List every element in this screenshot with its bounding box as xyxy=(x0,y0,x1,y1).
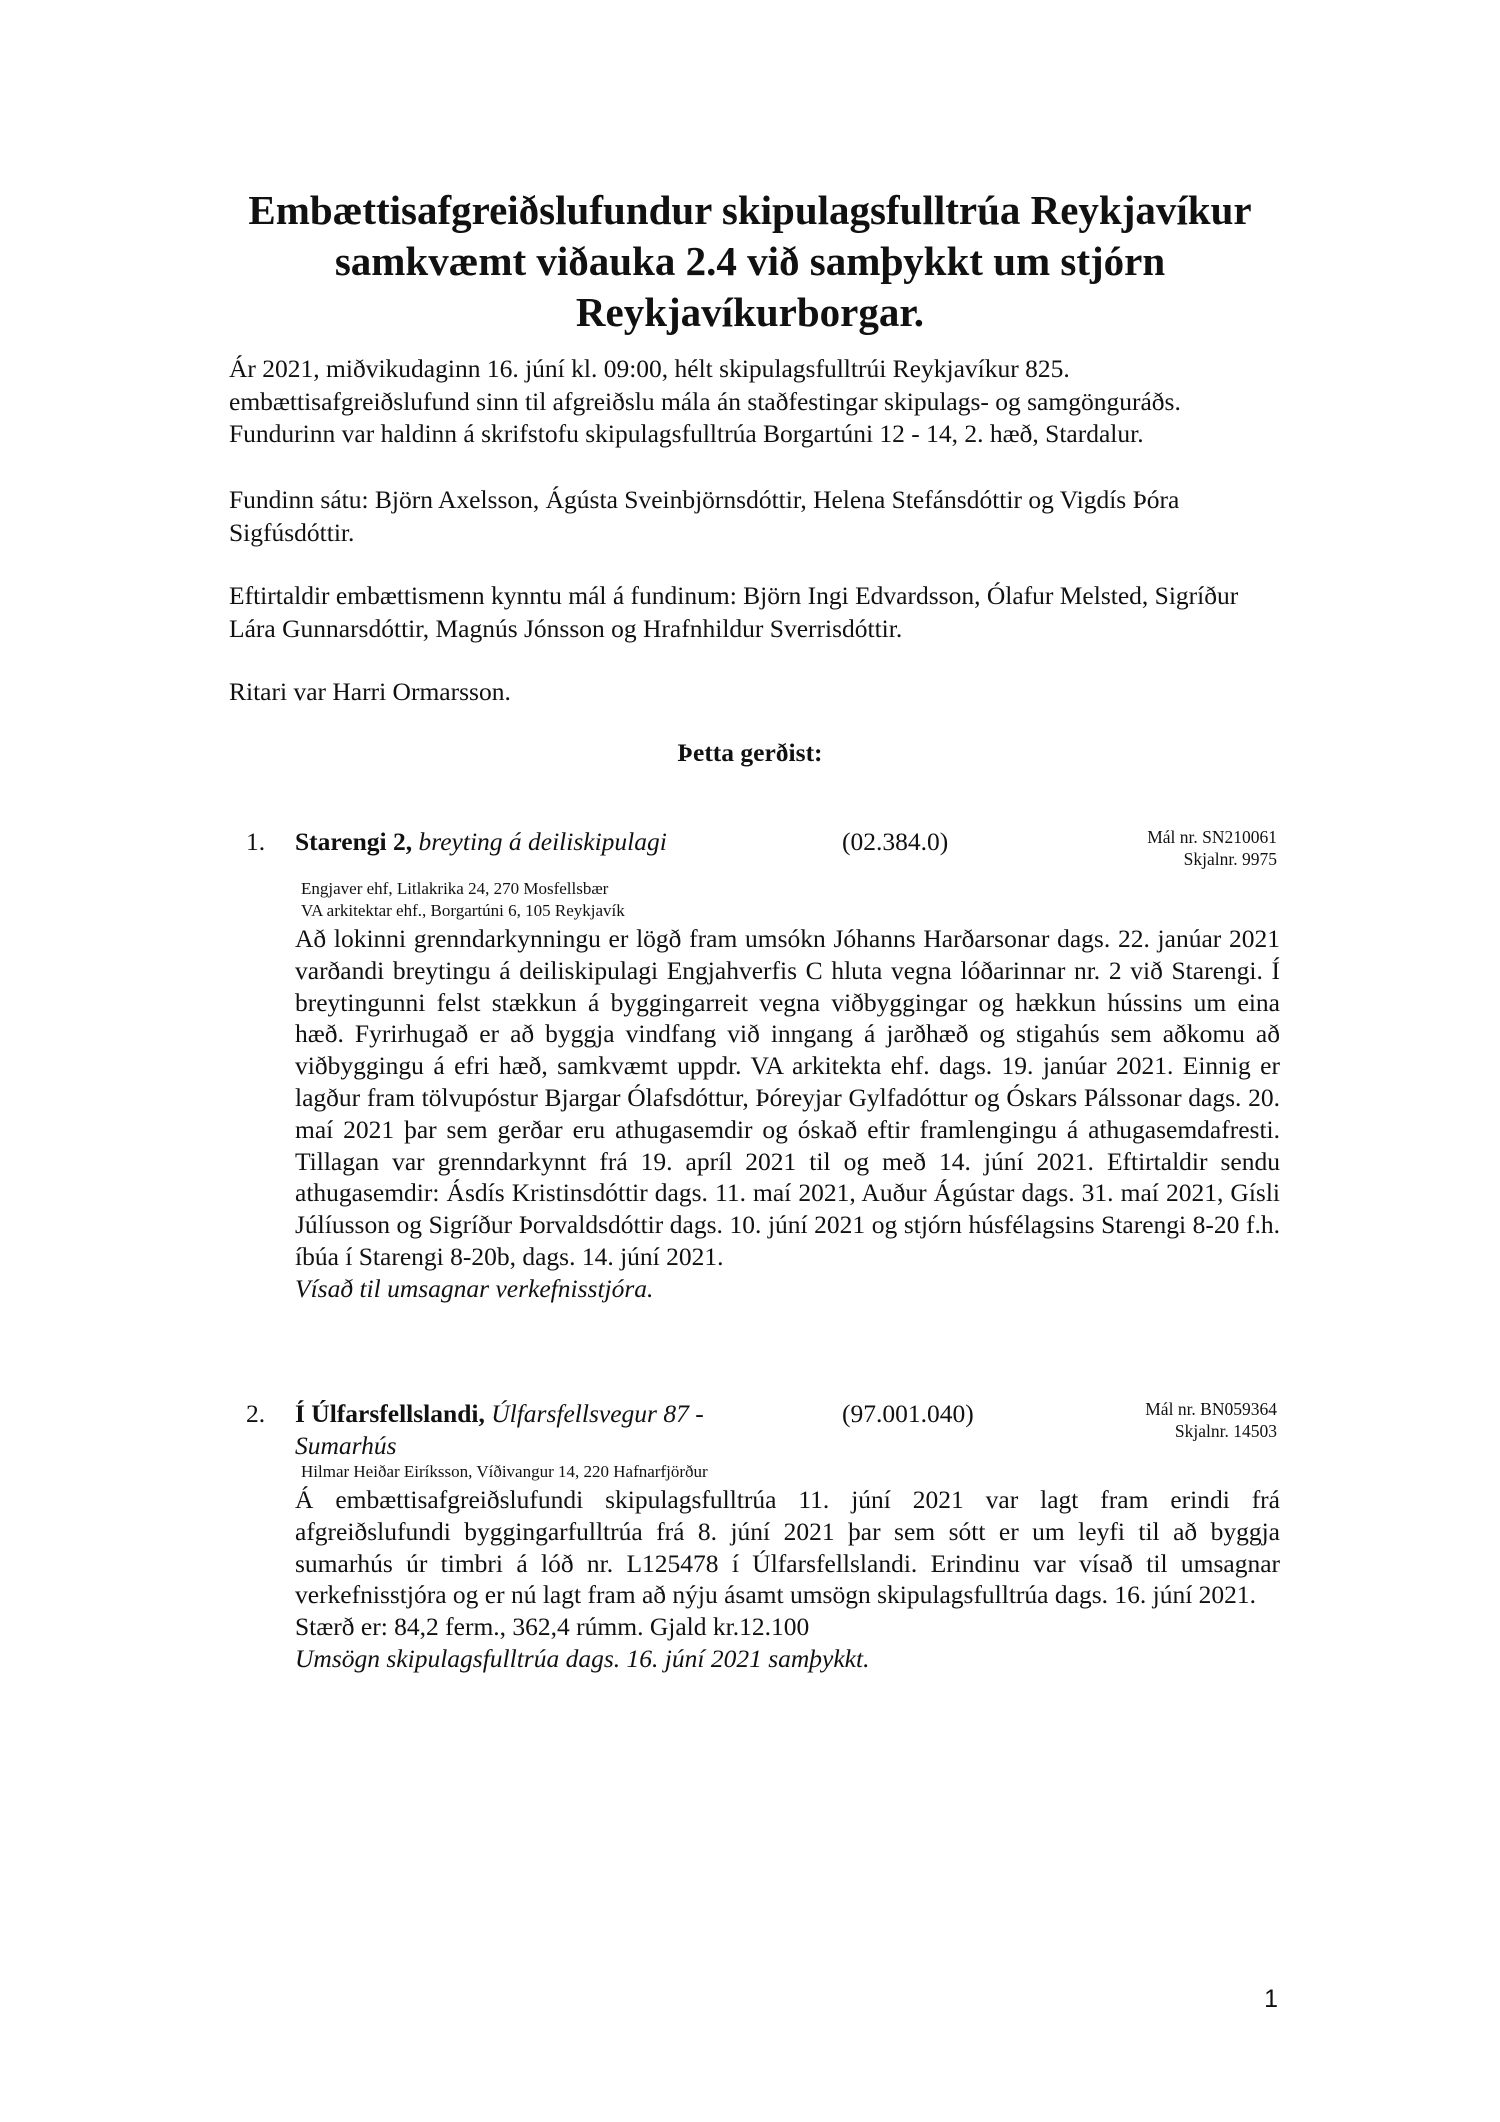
case-size-fee: Stærð er: 84,2 ferm., 362,4 rúmm. Gjald kr.12.100 xyxy=(295,1612,810,1642)
intro-secretary: Ritari var Harri Ormarsson. xyxy=(229,677,511,706)
document-title: Embættisafgreiðslufundur skipulagsfulltrúa Reykjavíkur samkvæmt viðauka 2.4 við samþykkt um stjórn Reykjavíkurborgar. xyxy=(248,187,1252,335)
case-result: Umsögn skipulagsfulltrúa dags. 16. júní 2021 samþykkt. xyxy=(295,1643,870,1673)
case-subtitle: Úlfarsfellsvegur 87 - Sumarhús xyxy=(295,1399,704,1460)
case-body xyxy=(295,923,1280,1305)
case-mal-nr: Mál nr. BN059364 xyxy=(1145,1399,1277,1419)
section-heading: Þetta gerðist: xyxy=(677,738,823,767)
intro-attendees: Fundinn sátu: Björn Axelsson, Ágústa Sveinbjörnsdóttir, Helena Stefánsdóttir og Vigdís Þóra Sigfúsdóttir. xyxy=(229,485,1180,547)
case-name: Starengi 2, xyxy=(295,827,413,856)
case-applicants xyxy=(301,1461,708,1483)
case-skjal-nr: Skjalnr. 9975 xyxy=(1183,849,1277,869)
case-skjal-nr: Skjalnr. 14503 xyxy=(1174,1421,1277,1441)
case-number: 2. xyxy=(246,1399,266,1428)
case-title xyxy=(295,1398,775,1462)
applicant: Engjaver ehf, Litlakrika 24, 270 Mosfellsbær xyxy=(301,879,609,898)
case-result: Vísað til umsagnar verkefnisstjóra. xyxy=(295,1273,654,1303)
case-description: Að lokinni grenndarkynningu er lögð fram umsókn Jóhanns Harðarsonar dags. 22. janúar 2021 varðandi breytingu á deiliskipulagi Engjahverfis C hluta vegna lóðarinnar nr. 2 við Starengi. Í breytingunni felst stækkun á byggingarreit vegna viðbyggingar og hækkun hússins um eina hæð. Fyrirhugað er að byggja vindfang við inngang á jarðhæð og stigahús sem aðkomu að viðbyggingu á efri hæð, samkvæmt uppdr. VA arkitekta ehf. dags. 19. janúar 2021. Einnig er lagður fram tölvupóstur Bjargar Ólafsdóttur, Þóreyjar Gylfadóttur og Óskars Pálssonar dags. 20. maí 2021 þar sem gerðar eru athugasemdir og óskað eftir framlengingu á athugasemdafresti. Tillagan var grenndarkynnt frá 19. apríl 2021 til og með 14. júní 2021. Eftirtaldir sendu athugasemdir: Ásdís Kristinsdóttir dags. 11. maí 2021, Auður Ágústar dags. 31. maí 2021, Gísli Júlíusson og Sigríður Þorvaldsdóttir dags. 10. júní 2021 og stjórn húsfélagsins Starengi 8-20 f.h. íbúa í Starengi 8-20b, dags. 14. júní 2021. xyxy=(295,924,1280,1271)
case-meta xyxy=(1147,826,1277,870)
case-description: Á embættisafgreiðslufundi skipulagsfulltrúa 11. júní 2021 var lagt fram erindi frá afgreiðslufundi byggingarfulltrúa frá 8. júní 2021 þar sem sótt er um leyfi til að byggja sumarhús úr timbri á lóð nr. L125478 í Úlfarsfellslandi. Erindinu var vísað til umsagnar verkefnisstjóra og er nú lagt fram að nýju ásamt umsögn skipulagsfulltrúa dags. 16. júní 2021. xyxy=(295,1485,1280,1610)
case-applicants xyxy=(301,878,625,922)
case-mal-nr: Mál nr. SN210061 xyxy=(1147,827,1277,847)
case-number: 1. xyxy=(246,827,266,856)
case-subtitle: breyting á deiliskipulagi xyxy=(418,827,667,856)
applicant: VA arkitektar ehf., Borgartúni 6, 105 Reykjavík xyxy=(301,901,625,920)
applicant: Hilmar Heiðar Eiríksson, Víðivangur 14, 220 Hafnarfjörður xyxy=(301,1462,708,1481)
case-land-number: (02.384.0) xyxy=(842,827,949,856)
case-body xyxy=(295,1484,1280,1675)
case-name: Í Úlfarsfellslandi, xyxy=(295,1399,485,1428)
intro-meeting-info: Ár 2021, miðvikudaginn 16. júní kl. 09:00, hélt skipulagsfulltrúi Reykjavíkur 825. embættisafgreiðslufund sinn til afgreiðslu mála án staðfestingar skipulags- og samgönguráðs. Fundurinn var haldinn á skrifstofu skipulagsfulltrúa Borgartúni 12 - 14, 2. hæð, Stardalur. xyxy=(229,354,1181,448)
intro-officials: Eftirtaldir embættismenn kynntu mál á fundinum: Björn Ingi Edvardsson, Ólafur Melsted, Sigríður Lára Gunnarsdóttir, Magnús Jónsson og Hrafnhildur Sverrisdóttir. xyxy=(229,581,1239,643)
case-title xyxy=(295,826,775,858)
case-meta xyxy=(1145,1398,1277,1442)
case-land-number: (97.001.040) xyxy=(842,1399,974,1428)
page-number: 1 xyxy=(1264,1985,1278,2013)
